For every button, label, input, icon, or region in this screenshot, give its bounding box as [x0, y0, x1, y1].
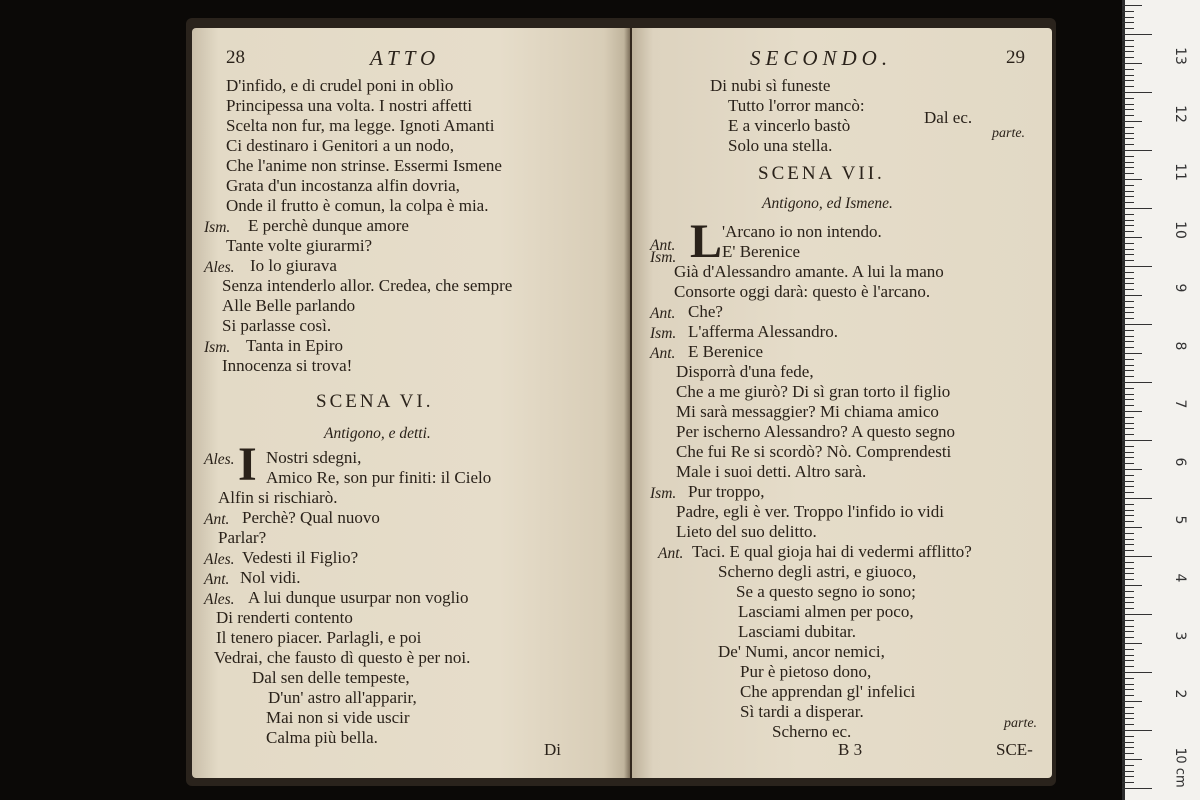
dialogue-line: Per ischerno Alessandro? A questo segno: [676, 422, 956, 441]
text-line: Solo una stella.: [728, 136, 833, 155]
dialogue-line: Vedrai, che fausto dì questo è per noi.: [214, 648, 471, 667]
ruler-tick: [1122, 336, 1134, 337]
signature-mark: B 3: [838, 740, 863, 759]
catchword: SCE-: [996, 740, 1033, 759]
speaker-tag: Ant.: [204, 571, 230, 588]
ruler-tick: [1122, 417, 1134, 418]
ruler-tick: [1122, 231, 1134, 232]
dialogue-line: Tante volte giurarmi?: [226, 236, 373, 255]
ruler-tick: [1122, 399, 1134, 400]
ruler-tick: [1122, 608, 1134, 609]
ruler-label: 2: [1172, 689, 1188, 699]
dialogue-line: Vedesti il Figlio?: [242, 548, 359, 567]
dialogue-line: E Berenice: [688, 342, 764, 361]
ruler-tick: [1122, 382, 1152, 383]
dialogue-line: Pur è pietoso dono,: [740, 662, 872, 681]
ruler-label: 13: [1172, 47, 1188, 65]
ruler-tick: [1122, 196, 1134, 197]
dialogue-line: Innocenza si trova!: [222, 356, 353, 375]
dialogue-line: Disporrà d'una fede,: [676, 362, 814, 381]
scene-title: SCENA VI.: [316, 391, 434, 412]
ruler-tick: [1122, 759, 1142, 760]
dialogue-line: Consorte oggi darà: questo è l'arcano.: [674, 282, 931, 301]
speaker-tag: Ant.: [650, 345, 676, 362]
ruler-tick: [1122, 347, 1134, 348]
ruler-tick: [1122, 405, 1134, 406]
dialogue-line: Tanta in Epiro: [246, 336, 344, 355]
ruler-tick: [1122, 86, 1134, 87]
ruler-tick: [1122, 562, 1134, 563]
ruler-tick: [1122, 75, 1134, 76]
ruler-tick: [1122, 144, 1134, 145]
speaker-tag: Ant.: [658, 545, 684, 562]
dialogue-line: Il tenero piacer. Parlagli, e poi: [216, 628, 422, 647]
dialogue-line: D'un' astro all'apparir,: [268, 688, 417, 707]
ruler-tick: [1122, 312, 1134, 313]
ruler-tick: [1122, 684, 1134, 685]
exit-note: parte.: [992, 126, 1026, 141]
ruler-tick: [1122, 179, 1142, 180]
ruler-tick: [1122, 469, 1142, 470]
scene-title: SCENA VII.: [758, 163, 885, 184]
page-number: 29: [1006, 47, 1025, 68]
ruler-tick: [1122, 283, 1134, 284]
dialogue-line: Nostri sdegni,: [266, 448, 362, 467]
ruler-label: 11: [1172, 163, 1188, 181]
speaker-tag: Ism.: [204, 219, 231, 236]
ruler-tick: [1122, 51, 1134, 52]
ruler-tick: [1122, 515, 1134, 516]
text-line: Scelta non fur, ma legge. Ignoti Amanti: [226, 116, 495, 135]
ruler-tick: [1122, 40, 1134, 41]
dialogue-line: 'Arcano io non intendo.: [722, 222, 882, 241]
ruler-tick: [1122, 295, 1142, 296]
ruler-tick: [1122, 121, 1142, 122]
ruler-tick: [1122, 626, 1134, 627]
ruler-label: 5: [1172, 515, 1188, 525]
ruler-tick: [1122, 301, 1134, 302]
ruler-label: 3: [1172, 631, 1188, 641]
ruler-tick: [1122, 57, 1134, 58]
ruler-tick: [1122, 237, 1142, 238]
ruler-tick: [1122, 585, 1142, 586]
ruler-tick: [1122, 457, 1134, 458]
speaker-tag: Ant.: [650, 237, 676, 254]
ruler-tick: [1122, 266, 1152, 267]
dialogue-line: Lieto del suo delitto.: [676, 522, 817, 541]
dialogue-line: Lasciami dubitar.: [738, 622, 857, 641]
left-page: [192, 28, 630, 778]
ruler-tick: [1122, 370, 1134, 371]
ruler-tick: [1122, 162, 1134, 163]
ruler-tick: [1122, 63, 1142, 64]
ruler-tick: [1122, 742, 1134, 743]
ruler-tick: [1122, 527, 1142, 528]
dialogue-line: Nol vidi.: [240, 568, 301, 587]
dialogue-line: E perchè dunque amore: [248, 216, 409, 235]
ruler-tick: [1122, 17, 1134, 18]
dialogue-line: Mai non si vide uscir: [266, 708, 410, 727]
dialogue-line: Alle Belle parlando: [222, 296, 356, 315]
ruler-tick: [1122, 307, 1134, 308]
ruler-tick: [1122, 573, 1134, 574]
ruler-label: 4: [1172, 573, 1188, 583]
dialogue-line: Perchè? Qual nuovo: [242, 508, 380, 527]
speaker-tag: Ales.: [204, 591, 235, 608]
ruler-tick: [1122, 736, 1134, 737]
ruler-tick: [1122, 550, 1134, 551]
ruler-tick: [1122, 655, 1134, 656]
dialogue-line: Scherno ec.: [772, 722, 852, 741]
ruler-tick: [1122, 289, 1134, 290]
page-number: 28: [226, 47, 245, 68]
speaker-tag: Ales.: [204, 451, 235, 468]
ruler-tick: [1122, 771, 1134, 772]
ruler-tick: [1122, 324, 1152, 325]
ruler-tick: [1122, 109, 1134, 110]
ruler-tick: [1122, 504, 1134, 505]
ruler-label: 1: [1172, 747, 1188, 757]
ruler-tick: [1122, 649, 1134, 650]
ruler-tick: [1122, 428, 1134, 429]
dialogue-line: Calma più bella.: [266, 728, 378, 747]
text-line: Principessa una volta. I nostri affetti: [226, 96, 473, 115]
ruler-tick: [1122, 713, 1134, 714]
ruler-tick: [1122, 666, 1134, 667]
dialogue-line: Senza intenderlo allor. Credea, che sempre: [222, 276, 513, 295]
running-head: ATTO: [370, 46, 441, 70]
ruler-tick: [1122, 724, 1134, 725]
ruler-tick: [1122, 631, 1134, 632]
dialogue-line: A lui dunque usurpar non voglio: [248, 588, 469, 607]
ruler-tick: [1122, 34, 1152, 35]
ruler-tick: [1122, 672, 1152, 673]
ruler-tick: [1122, 208, 1152, 209]
dialogue-line: Che a me giurò? Di sì gran torto il figlio: [676, 382, 951, 401]
ruler-tick: [1122, 539, 1134, 540]
dialogue-line: Taci. E qual gioja hai di vedermi afflitto?: [692, 542, 972, 561]
ruler-tick: [1122, 173, 1134, 174]
ruler-label: 9: [1172, 283, 1188, 293]
dialogue-line: Se a questo segno io sono;: [736, 582, 916, 601]
ruler-tick: [1122, 602, 1134, 603]
ruler-tick: [1122, 718, 1134, 719]
ruler-tick: [1122, 92, 1152, 93]
dialogue-line: Si parlasse così.: [222, 316, 332, 335]
text-line: Che l'anime non strinse. Essermi Ismene: [226, 156, 502, 175]
exit-note: parte.: [1004, 716, 1038, 731]
ruler-tick: [1122, 330, 1134, 331]
ruler-tick: [1122, 11, 1134, 12]
dialogue-line: Che?: [688, 302, 723, 321]
ruler-tick: [1122, 104, 1134, 105]
ruler-tick: [1122, 568, 1134, 569]
ruler-tick: [1122, 660, 1134, 661]
right-page: [632, 28, 1052, 778]
ruler-tick: [1122, 156, 1134, 157]
dialogue-line: Alfin si rischiarò.: [218, 488, 338, 507]
ruler-tick: [1122, 463, 1134, 464]
dialogue-line: Che fui Re si scordò? Nò. Comprendesti: [676, 442, 952, 461]
ruler-tick: [1122, 481, 1134, 482]
ruler-tick: [1122, 475, 1134, 476]
text-line: E a vincerlo bastò: [728, 116, 851, 135]
ruler-tick: [1122, 765, 1134, 766]
dialogue-line: Pur troppo,: [688, 482, 765, 501]
speaker-tag: Ism.: [650, 325, 677, 342]
speaker-tag: Ism.: [650, 249, 677, 266]
dialogue-line: Di renderti contento: [216, 608, 353, 627]
text-line: Di nubi sì funeste: [710, 76, 831, 95]
ruler-tick: [1122, 214, 1134, 215]
dal-capo-note: Dal ec.: [924, 108, 973, 127]
ruler-tick: [1122, 191, 1134, 192]
ruler-label: 7: [1172, 399, 1188, 409]
ruler-tick: [1122, 98, 1134, 99]
ruler-tick: [1122, 544, 1134, 545]
speaker-tag: Ant.: [650, 305, 676, 322]
ruler-tick: [1122, 753, 1134, 754]
ruler-tick: [1122, 591, 1134, 592]
ruler-tick: [1122, 643, 1142, 644]
ruler-tick: [1122, 434, 1134, 435]
ruler-tick: [1122, 452, 1134, 453]
ruler-label: 8: [1172, 341, 1188, 351]
ruler-tick: [1122, 411, 1142, 412]
dialogue-line: Scherno degli astri, e giuoco,: [718, 562, 917, 581]
ruler-tick: [1122, 133, 1134, 134]
ruler-tick: [1122, 5, 1142, 6]
ruler-tick: [1122, 498, 1152, 499]
ruler-tick: [1122, 689, 1134, 690]
dialogue-line: Parlar?: [218, 528, 267, 547]
ruler-tick: [1122, 788, 1152, 789]
dialogue-line: Male i suoi detti. Altro sarà.: [676, 462, 867, 481]
scene-persons: Antigono, e detti.: [324, 425, 431, 442]
ruler-tick: [1122, 579, 1134, 580]
speaker-tag: Ism.: [204, 339, 231, 356]
ruler-tick: [1122, 492, 1134, 493]
ruler-unit: 0 cm: [1172, 755, 1188, 788]
running-head: SECONDO.: [750, 46, 893, 70]
dialogue-line: Io lo giurava: [250, 256, 337, 275]
text-line: Tutto l'orror mancò:: [728, 96, 865, 115]
dialogue-line: Mi sarà messaggier? Mi chiama amico: [676, 402, 939, 421]
ruler-tick: [1122, 225, 1134, 226]
dialogue-line: Già d'Alessandro amante. A lui la mano: [674, 262, 944, 281]
text-line: Grata d'un incostanza alfin dovria,: [226, 176, 460, 195]
ruler-tick: [1122, 69, 1134, 70]
drop-cap: I: [238, 438, 257, 491]
dialogue-line: Che apprendan gl' infelici: [740, 682, 916, 701]
ruler-tick: [1122, 440, 1152, 441]
drop-cap: L: [690, 215, 723, 268]
ruler-tick: [1122, 28, 1134, 29]
ruler-tick: [1122, 272, 1134, 273]
dialogue-line: L'afferma Alessandro.: [688, 322, 839, 341]
ruler-tick: [1122, 365, 1134, 366]
ruler-tick: [1122, 678, 1134, 679]
text-line: Onde il frutto è comun, la colpa è mia.: [226, 196, 489, 215]
ruler-tick: [1122, 701, 1142, 702]
ruler-label: 6: [1172, 457, 1188, 467]
speaker-tag: Ant.: [204, 511, 230, 528]
ruler-tick: [1122, 695, 1134, 696]
ruler-tick: [1122, 260, 1134, 261]
ruler-tick: [1122, 278, 1134, 279]
text-line: Ci destinaro i Genitori a un nodo,: [226, 136, 455, 155]
ruler-tick: [1122, 254, 1134, 255]
ruler-tick: [1122, 556, 1152, 557]
ruler-tick: [1122, 150, 1152, 151]
ruler-tick: [1122, 318, 1134, 319]
ruler-label: 10: [1172, 221, 1188, 239]
ruler-tick: [1122, 730, 1152, 731]
dialogue-line: Dal sen delle tempeste,: [252, 668, 410, 687]
ruler-tick: [1122, 80, 1134, 81]
dialogue-line: Padre, egli è ver. Troppo l'infido io vidi: [676, 502, 944, 521]
ruler-tick: [1122, 46, 1134, 47]
measuring-ruler: [1122, 0, 1200, 800]
ruler-tick: [1122, 138, 1134, 139]
ruler-tick: [1122, 782, 1134, 783]
ruler-tick: [1122, 127, 1134, 128]
speaker-tag: Ism.: [650, 485, 677, 502]
dialogue-line: E' Berenice: [722, 242, 801, 261]
ruler-tick: [1122, 376, 1134, 377]
ruler-tick: [1122, 220, 1134, 221]
text-line: D'infido, e di crudel poni in oblìo: [226, 76, 454, 95]
ruler-tick: [1122, 394, 1134, 395]
ruler-tick: [1122, 747, 1134, 748]
ruler-tick: [1122, 423, 1134, 424]
ruler-tick: [1122, 185, 1134, 186]
dialogue-line: De' Numi, ancor nemici,: [718, 642, 885, 661]
ruler-tick: [1122, 620, 1134, 621]
ruler-tick: [1122, 167, 1134, 168]
dialogue-line: Lasciami almen per poco,: [738, 602, 914, 621]
ruler-tick: [1122, 249, 1134, 250]
ruler-tick: [1122, 614, 1152, 615]
ruler-tick: [1122, 353, 1142, 354]
ruler-tick: [1122, 359, 1134, 360]
ruler-tick: [1122, 776, 1134, 777]
ruler-tick: [1122, 521, 1134, 522]
scene-persons: Antigono, ed Ismene.: [762, 195, 893, 212]
speaker-tag: Ales.: [204, 259, 235, 276]
ruler-tick: [1122, 637, 1134, 638]
ruler-tick: [1122, 243, 1134, 244]
ruler-tick: [1122, 388, 1134, 389]
ruler-tick: [1122, 707, 1134, 708]
ruler-tick: [1122, 22, 1134, 23]
ruler-tick: [1122, 510, 1134, 511]
ruler-tick: [1122, 202, 1134, 203]
ruler-tick: [1122, 341, 1134, 342]
dialogue-line: Sì tardi a disperar.: [740, 702, 864, 721]
ruler-tick: [1122, 115, 1134, 116]
catchword: Di: [544, 740, 561, 759]
ruler-label: 12: [1172, 105, 1188, 123]
ruler-tick: [1122, 597, 1134, 598]
speaker-tag: Ales.: [204, 551, 235, 568]
ruler-tick: [1122, 446, 1134, 447]
ruler-tick: [1122, 533, 1134, 534]
ruler-tick: [1122, 486, 1134, 487]
dialogue-line: Amico Re, son pur finiti: il Cielo: [266, 468, 492, 487]
